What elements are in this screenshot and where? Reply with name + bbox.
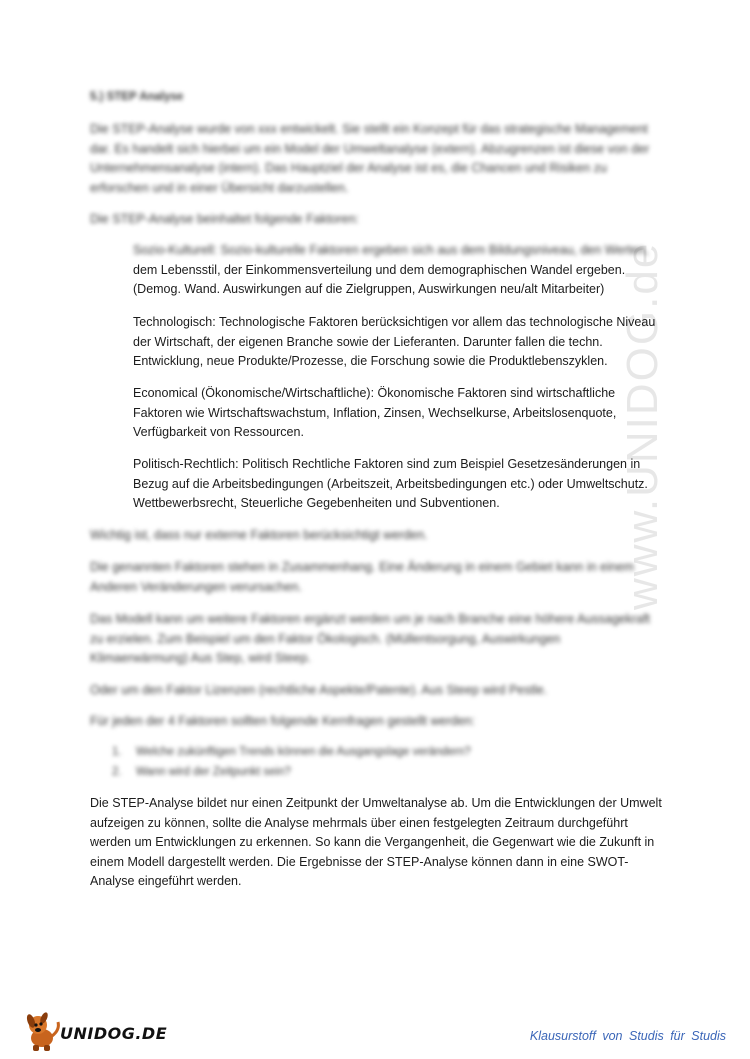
factor-political: Politisch-Rechtlich: Politisch Rechtliche Faktoren sind zum Beispiel Gesetzesänderungen in Bezug auf die Arbeitsbedingungen (Arbeitszeit, Arbeitsbedingungen etc.) oder Umweltschutz. Wettbewerbsrecht, Steuerliche Gegebenheiten und Subventionen. [133,457,648,511]
note-pestle: Oder um den Faktor Lizenzen (rechtliche Aspekte/Patente). Aus Steep wird Pestle. [90,683,548,697]
dog-icon [25,1011,58,1051]
note-external: Wichtig ist, dass nur externe Faktoren berücksichtigt werden. [90,528,428,542]
factors-intro: Die STEP-Analyse beinhaltet folgende Faktoren: [90,212,359,226]
note-related: Die genannten Faktoren stehen in Zusammenhang. Eine Änderung in einem Gebiet kann in einem Anderen Veränderungen verursachen. [90,560,635,594]
factor-social [133,241,663,300]
factor-social-text: dem Lebensstil, der Einkommensverteilung und dem demographischen Wandel ergeben. (Demog. Wand. Auswirkungen auf die Zielgruppen, Auswirkungen neu/alt Mitarbeiter) [133,262,626,297]
questions-list [112,743,612,782]
section-heading: 5.) STEP Analyse [90,91,184,103]
watermark: www.UNIDOG.de [618,241,667,610]
list-item: 1. Welche zukünftigen Trends können die Ausgangslage verändern? [112,746,471,758]
factor-technological: Technologisch: Technologische Faktoren berücksichtigen vor allem das technologische Niveau der Wirtschaft, der eigenen Branche sowie der Lieferanten. Darunter fallen die techn. Entwicklung, neue Produkte/Prozesse, die Forschung sowie die Produktlebenszyklen. [133,315,656,369]
note-extend: Das Modell kann um weitere Faktoren ergänzt werden um je nach Branche eine höhere Aussagekraft zu erzielen. Zum Beispiel um den Faktor Ökologisch. (Müllentsorgung, Auswirkungen Klimaerwärmung) Aus Step, wird Steep. [90,612,651,666]
logo-text: UNIDOG.DE [60,1024,168,1043]
factor-social-line1: Sozio-Kulturell: Sozio-kulturelle Faktoren ergeben sich aus dem Bildungsniveau, den Werten, [133,243,649,257]
conclusion-paragraph: Die STEP-Analyse bildet nur einen Zeitpunkt der Umweltanalyse ab. Um die Entwicklungen der Umwelt aufzeigen zu können, sollte die Analyse mehrmals über einen festgelegten Zeitraum durchgeführt werden um Entwicklungen zu erkennen. So kann die Vergangenheit, die Gegenwart wie die Zukunft in einem Modell dargestellt werden. Die Ergebnisse der STEP-Analyse können dann in eine SWOT-Analyse eingeführt werden. [90,796,662,889]
footer-tagline: Klausurstoff von Studis für Studis [529,1029,726,1043]
intro-paragraph: Die STEP-Analyse wurde von xxx entwickelt. Sie stellt ein Konzept für das strategische Management dar. Es handelt sich hierbei um ein Model der Umweltanalyse (extern). Abzugrenzen ist diese von der Unternehmensanalyse (intern). Das Hauptziel der Analyse ist es, die Chancen und Risiken zu erforschen und in einer Übersicht darzustellen. [90,122,650,195]
list-item: 2. Wann wird der Zeitpunkt sein? [112,765,291,778]
factor-economical: Economical (Ökonomische/Wirtschaftliche): Ökonomische Faktoren sind wirtschaftliche Faktoren wie Wirtschaftswachstum, Inflation, Zinsen, Wechselkurse, Arbeitslosenquote, Verfügbarkeit von Ressourcen. [133,386,617,440]
questions-intro: Für jeden der 4 Faktoren sollten folgende Kernfragen gestellt werden: [90,714,475,728]
